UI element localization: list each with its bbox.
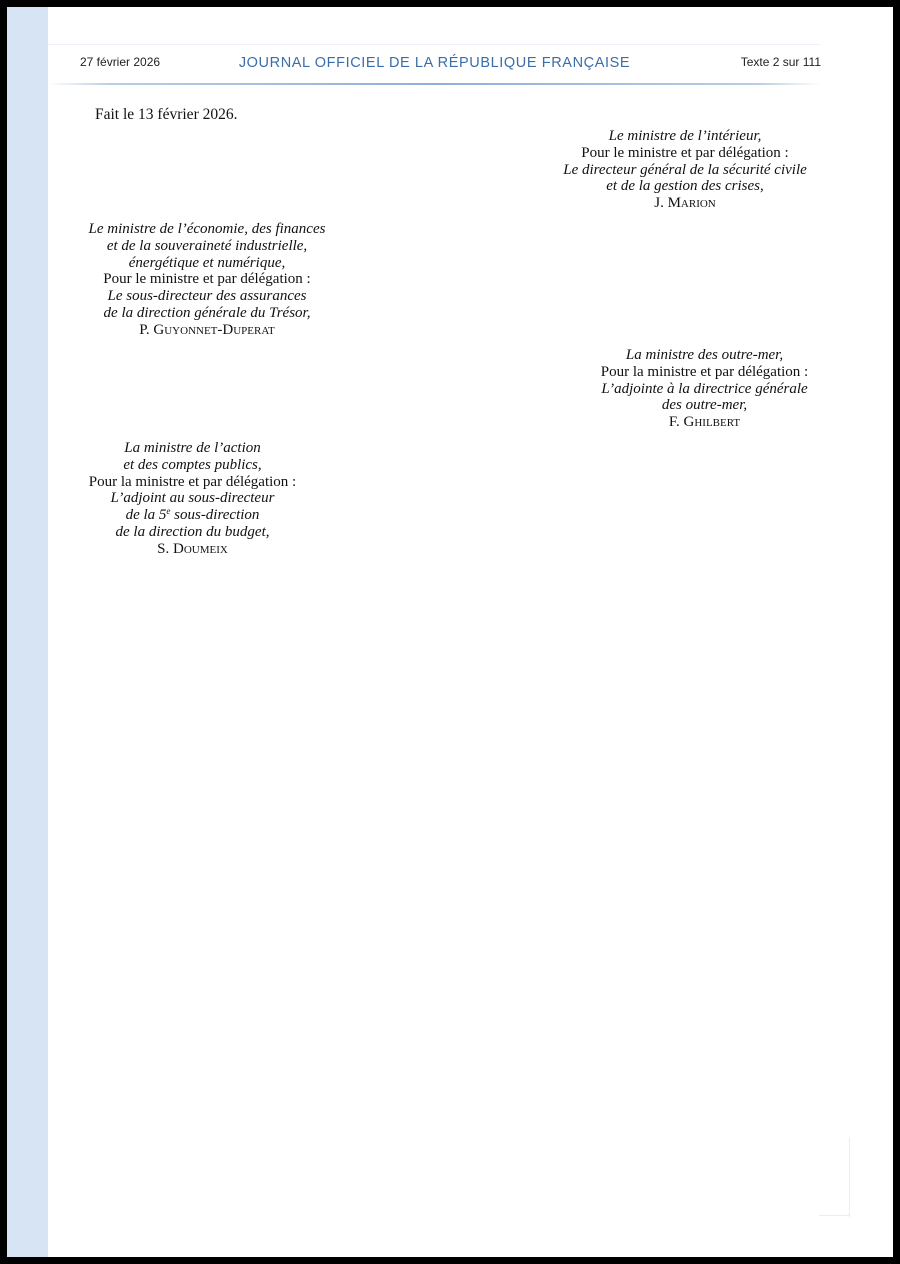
signatory-role: Le ministre de l’économie, des finances [88, 221, 326, 237]
page-indicator: Texte 2 sur 111 [740, 55, 821, 69]
signatory-role: Le ministre de l’intérieur, [608, 128, 762, 144]
signatory-title: Le sous-directeur des assurances [107, 288, 307, 305]
signature-block-action [75, 440, 310, 558]
signatory-name: J. Marion [654, 195, 716, 212]
signatory-role: énergétique et numérique, [128, 254, 286, 271]
signatory-role: et des comptes publics, [123, 456, 262, 473]
journal-header [48, 44, 821, 85]
signature-block-economie [72, 221, 342, 339]
document-page [7, 7, 893, 1257]
title-prefix: de la 5 [125, 507, 167, 524]
signatory-title: de la direction générale du Trésor, [103, 304, 311, 321]
signatory-name: F. Ghilbert [668, 414, 741, 431]
signatory-title: L’adjoint au sous-directeur [110, 490, 275, 507]
journal-title: JOURNAL OFFICIEL DE LA RÉPUBLIQUE FRANÇAISE [238, 55, 631, 71]
ordinal-superscript: e [166, 506, 171, 517]
delegation-line: Pour le ministre et par délégation : [103, 271, 311, 288]
header-date: 27 février 2026 [80, 55, 161, 69]
delegation-line: Pour le ministre et par délégation : [581, 144, 789, 161]
signature-date: Fait le 13 février 2026. [95, 106, 238, 123]
delegation-line: Pour la ministre et par délégation : [88, 473, 297, 490]
signatory-role: La ministre des outre-mer, [625, 347, 784, 363]
signatory-role: La ministre de l’action [124, 440, 261, 456]
delegation-line: Pour la ministre et par délégation : [600, 363, 809, 380]
signatory-name: S. Doumeix [157, 540, 228, 557]
page-corner-line-bottom [819, 1215, 850, 1216]
signatory-title: L’adjointe à la directrice générale [601, 380, 808, 397]
signatory-role: et de la souveraineté industrielle, [106, 237, 308, 254]
signatory-title: et de la gestion des crises, [606, 178, 764, 195]
left-margin-band [7, 7, 48, 1257]
header-rule [48, 83, 821, 85]
title-suffix: sous-direction [170, 507, 260, 524]
page-corner-line [849, 1137, 850, 1217]
signatory-title: des outre-mer, [661, 397, 748, 414]
signatory-title: Le directeur général de la sécurité civile [563, 161, 807, 178]
signature-block-outremer [582, 347, 827, 431]
signature-block-interieur [542, 128, 828, 212]
signatory-name: P. Guyonnet-Duperat [139, 321, 275, 338]
signatory-title: de la direction du budget, [115, 523, 270, 540]
signatory-title [75, 507, 310, 524]
